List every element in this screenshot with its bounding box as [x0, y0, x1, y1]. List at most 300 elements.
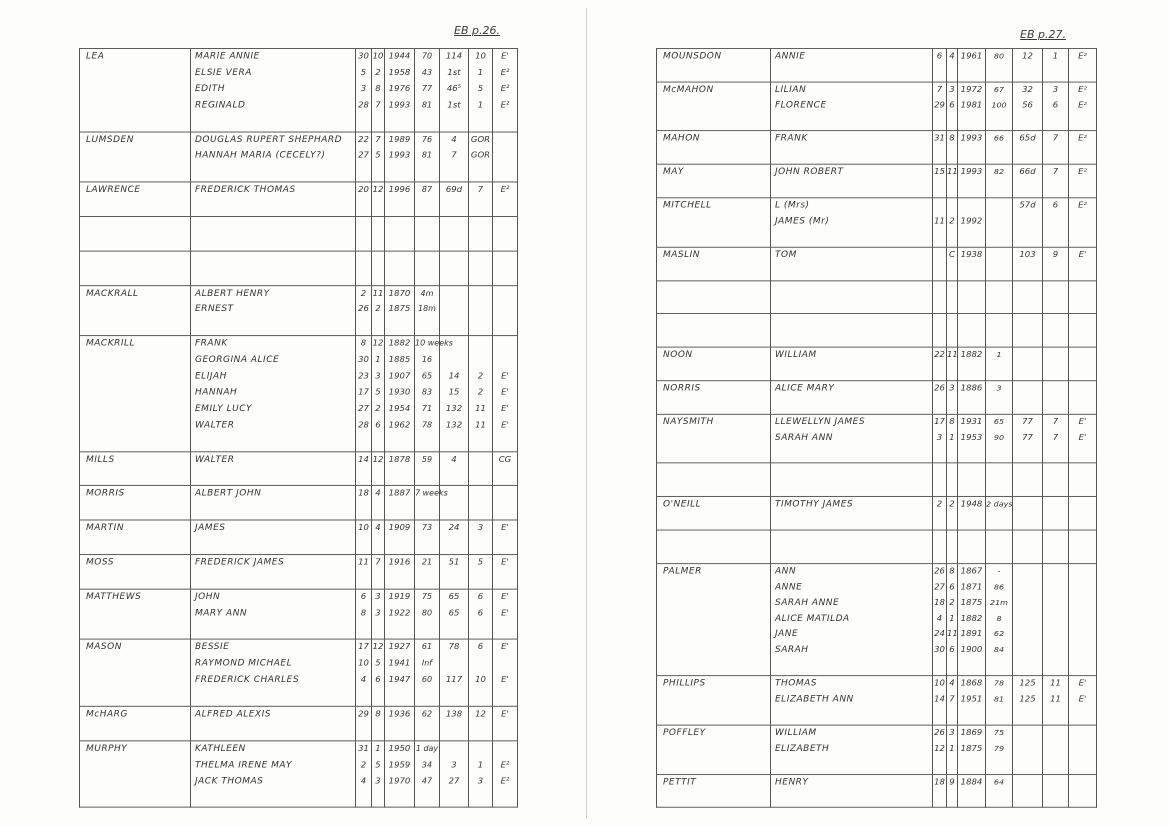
day: 18	[358, 489, 369, 499]
year-cell	[958, 247, 986, 280]
section	[1069, 348, 1096, 364]
surname: NOON	[663, 350, 693, 360]
surname: MAHON	[663, 134, 701, 144]
year-cell	[385, 48, 415, 131]
grave	[1013, 381, 1042, 397]
section-cell	[1069, 82, 1097, 131]
age: 10 weeks	[415, 339, 453, 348]
section-cell	[1069, 280, 1097, 313]
grave: 114	[445, 51, 463, 62]
row	[1043, 741, 1068, 757]
age: 81	[993, 694, 1005, 704]
day-cell	[356, 182, 372, 216]
row: 12	[475, 709, 486, 720]
forenames: MARIE ANNIE	[195, 51, 260, 62]
row: 7	[1052, 134, 1059, 144]
section	[1069, 580, 1096, 596]
day-cell	[933, 774, 947, 807]
section: E'	[501, 642, 509, 653]
forenames-cell	[771, 247, 933, 280]
age	[415, 217, 439, 233]
forenames-cell	[191, 285, 356, 336]
year-cell	[385, 451, 415, 485]
section-cell	[493, 486, 518, 520]
row: 5	[477, 557, 484, 568]
year-cell	[385, 336, 415, 452]
section: E'	[501, 608, 509, 619]
age-cell	[986, 563, 1013, 675]
forenames	[771, 314, 932, 330]
day-cell	[356, 706, 372, 740]
year: 1900	[960, 645, 983, 655]
day: 10	[358, 659, 369, 669]
month: 8	[375, 709, 381, 720]
section-cell	[1069, 414, 1097, 463]
age-cell	[415, 639, 440, 706]
year: 1868	[960, 679, 983, 689]
month-cell	[947, 497, 958, 530]
grave: 77	[1022, 417, 1033, 427]
month-cell	[372, 182, 385, 216]
year-cell	[958, 530, 986, 563]
month: 7	[375, 134, 381, 145]
age: 67	[993, 85, 1005, 94]
day	[933, 314, 946, 330]
row	[469, 656, 492, 672]
grave: 125	[1019, 694, 1036, 705]
age-cell	[986, 82, 1013, 131]
section	[1069, 281, 1096, 297]
grave-cell	[1013, 198, 1043, 247]
year: 1882	[388, 339, 411, 349]
section-cell	[1069, 774, 1097, 807]
year-cell	[385, 486, 415, 520]
day-cell	[933, 563, 947, 675]
year: 1941	[388, 659, 411, 669]
surname: MATTHEWS	[86, 592, 142, 602]
forenames: SARAH	[775, 645, 809, 655]
year-cell	[385, 639, 415, 706]
forenames: ALBERT JOHN	[195, 489, 262, 499]
month: 7	[375, 100, 381, 111]
year-cell	[385, 182, 415, 216]
forenames-cell	[771, 48, 933, 81]
year: 1996	[388, 185, 411, 196]
section	[493, 217, 517, 233]
row-cell	[469, 336, 493, 452]
surname-cell	[657, 131, 771, 164]
forenames: TOM	[775, 250, 797, 260]
year-cell	[958, 347, 986, 380]
forenames: LILIAN	[775, 85, 807, 95]
day: 26	[934, 566, 945, 577]
row: 7	[1052, 417, 1059, 427]
age: 87	[421, 185, 433, 195]
month: 11	[947, 167, 958, 178]
age: 43	[421, 68, 433, 77]
year-cell	[958, 131, 986, 164]
section: E'	[1078, 250, 1087, 260]
section	[1069, 214, 1096, 230]
day-cell	[933, 530, 947, 563]
row-cell	[1043, 774, 1069, 807]
grave	[1013, 643, 1042, 659]
age: 8	[996, 614, 1002, 623]
year	[385, 251, 414, 267]
row	[469, 286, 492, 302]
surname-cell	[80, 132, 191, 183]
row	[1043, 580, 1068, 596]
section-cell	[493, 589, 518, 640]
day: 4	[360, 776, 367, 787]
surname: PHILLIPS	[663, 679, 706, 689]
day-cell	[356, 48, 372, 131]
grave-cell	[1013, 463, 1043, 496]
age: 60	[421, 675, 433, 684]
surname-cell	[657, 725, 771, 774]
day: 3	[360, 84, 367, 94]
age: 81	[421, 151, 433, 160]
section: CG	[498, 454, 512, 465]
month: C	[949, 250, 955, 260]
section-cell	[1069, 347, 1097, 380]
forenames: SARAH ANN	[775, 433, 834, 443]
grave-cell	[440, 132, 469, 183]
grave	[440, 302, 468, 318]
forenames-cell	[191, 520, 356, 554]
forenames: FREDERICK THOMAS	[195, 185, 296, 196]
month-cell	[372, 48, 385, 131]
grave: 66d	[1019, 167, 1036, 178]
forenames: ELIZABETH	[775, 743, 830, 754]
age	[986, 281, 1012, 297]
grave	[1013, 281, 1042, 297]
section: E'	[1078, 417, 1087, 427]
grave: 65	[448, 592, 460, 602]
year: 1989	[388, 134, 411, 145]
forenames-cell	[771, 563, 933, 675]
forenames-cell	[771, 676, 933, 725]
day	[933, 531, 946, 547]
register-entry-group	[80, 741, 518, 808]
age-cell	[415, 520, 440, 554]
grave	[440, 217, 468, 233]
forenames-cell	[771, 381, 933, 414]
row	[1043, 497, 1068, 513]
register-entry-group	[80, 706, 518, 740]
month: 4	[949, 679, 955, 689]
year-cell	[958, 725, 986, 774]
forenames-cell	[191, 639, 356, 706]
forenames-cell	[771, 774, 933, 807]
grave	[1013, 725, 1042, 741]
day: 29	[934, 100, 945, 111]
age: 77	[421, 84, 433, 93]
surname: NAYSMITH	[663, 417, 714, 427]
row: 6	[477, 642, 484, 653]
register-entry-group	[657, 164, 1097, 197]
surname-cell	[80, 555, 191, 589]
row: 3	[477, 523, 484, 534]
month-cell	[372, 486, 385, 520]
grave: 4	[451, 134, 457, 145]
grave-cell	[440, 589, 469, 640]
section: E²	[1078, 167, 1087, 178]
forenames: ELSIE VERA	[195, 68, 252, 78]
section-cell	[493, 520, 518, 554]
year: 1875	[388, 304, 411, 315]
register-entry-group	[657, 347, 1097, 380]
forenames: THOMAS	[775, 679, 817, 689]
row-cell	[1043, 131, 1069, 164]
day: 17	[358, 387, 369, 398]
grave-cell	[440, 285, 469, 336]
grave-cell	[1013, 725, 1043, 774]
forenames: HANNAH	[195, 387, 238, 398]
month-cell	[947, 530, 958, 563]
age: 86	[993, 582, 1005, 591]
surname: MOSS	[86, 557, 114, 568]
age-cell	[415, 451, 440, 485]
section-cell	[1069, 198, 1097, 247]
section	[493, 302, 517, 318]
forenames: L (Mrs)	[775, 201, 810, 211]
section-cell	[1069, 48, 1097, 81]
section: E'	[501, 523, 509, 534]
forenames-cell	[191, 48, 356, 131]
age-cell	[986, 314, 1013, 347]
surname: MORRIS	[86, 489, 125, 499]
row: 1	[477, 760, 484, 770]
grave: 77	[1022, 433, 1033, 443]
month-cell	[947, 314, 958, 347]
month: 3	[375, 592, 381, 602]
age: 3	[996, 383, 1002, 393]
grave: 32	[1022, 85, 1033, 95]
grave: 3	[451, 760, 457, 770]
grave-cell	[1013, 774, 1043, 807]
row-cell	[1043, 676, 1069, 725]
day: 22	[358, 134, 369, 145]
register-entry-group	[657, 314, 1097, 347]
forenames-cell	[771, 280, 933, 313]
age	[986, 248, 1012, 264]
section	[493, 132, 517, 148]
surname	[657, 314, 770, 330]
register-entry-group	[657, 198, 1097, 247]
age-cell	[415, 336, 453, 452]
surname-cell	[657, 414, 771, 463]
forenames	[191, 251, 355, 267]
day: 17	[934, 417, 945, 427]
surname-cell	[657, 82, 771, 131]
month: 4	[375, 523, 381, 534]
row-cell	[1043, 48, 1069, 81]
day: 26	[358, 304, 369, 315]
year: 1907	[388, 371, 411, 382]
forenames: SARAH ANNE	[775, 598, 840, 608]
register-entry-group	[657, 247, 1097, 280]
forenames: FRANK	[195, 339, 228, 349]
forenames: BESSIE	[195, 642, 230, 653]
month-cell	[372, 285, 385, 336]
section	[493, 286, 517, 302]
year: 1919	[388, 592, 411, 602]
forenames-cell	[191, 589, 356, 640]
forenames: ERNEST	[195, 304, 234, 315]
month: 8	[949, 566, 955, 577]
surname: MARTIN	[86, 523, 125, 534]
day: 7	[936, 85, 943, 95]
forenames: FRANK	[775, 134, 808, 144]
year	[958, 314, 985, 330]
surname: McHARG	[86, 709, 128, 720]
row: 6	[477, 592, 484, 602]
row: 2	[477, 387, 484, 398]
section-cell	[493, 217, 518, 251]
month: 1	[949, 614, 955, 624]
day-cell	[356, 741, 372, 808]
age: 82	[993, 167, 1005, 177]
register-entry-group	[80, 251, 518, 285]
day: 4	[936, 614, 943, 624]
surname	[657, 464, 770, 480]
section-cell	[1069, 463, 1097, 496]
year: 1909	[388, 523, 411, 534]
grave-cell	[1013, 48, 1043, 81]
age: 75	[421, 592, 433, 601]
year: 1916	[388, 557, 411, 568]
grave	[1013, 314, 1042, 330]
surname-cell	[657, 530, 771, 563]
row	[1043, 627, 1068, 643]
year-cell	[958, 676, 986, 725]
year: 1930	[388, 387, 411, 398]
day-cell	[933, 247, 947, 280]
row	[1043, 775, 1068, 791]
day-cell	[933, 463, 947, 496]
section: E²	[1078, 201, 1087, 211]
day: 27	[358, 404, 369, 414]
grave: 103	[1019, 250, 1036, 260]
month: 12	[372, 185, 384, 196]
month-cell	[947, 725, 958, 774]
row: 1	[477, 100, 484, 111]
year-cell	[385, 251, 415, 285]
age: 21	[421, 557, 433, 567]
row: 7	[1052, 433, 1059, 443]
row	[469, 217, 492, 233]
day: 26	[934, 728, 945, 738]
forenames: JOHN	[195, 592, 221, 602]
surname-cell	[80, 520, 191, 554]
month: 12	[372, 642, 384, 653]
section-cell	[493, 555, 518, 589]
age-cell	[986, 198, 1013, 247]
grave-cell	[1013, 314, 1043, 347]
grave	[1013, 741, 1042, 757]
register-entry-group	[657, 676, 1097, 725]
section	[1069, 595, 1096, 611]
day: 27	[934, 582, 945, 592]
grave: 57d	[1019, 201, 1036, 211]
day-cell	[356, 251, 372, 285]
grave: 65	[448, 608, 460, 619]
day	[356, 251, 371, 267]
section-cell	[493, 741, 518, 808]
month-cell	[947, 381, 958, 414]
year-cell	[958, 82, 986, 131]
register-entry-group	[80, 132, 518, 183]
year	[958, 198, 985, 214]
forenames	[771, 281, 932, 297]
row: 5	[477, 84, 484, 94]
register-entry-group	[80, 589, 518, 640]
surname-cell	[657, 164, 771, 197]
section: E²	[500, 185, 510, 196]
row-cell	[1043, 280, 1069, 313]
surname: MAY	[663, 167, 684, 178]
forenames: LLEWELLYN JAMES	[775, 417, 866, 427]
register-entry-group	[80, 486, 518, 520]
register-entry-group	[80, 555, 518, 589]
section: E'	[1078, 694, 1087, 705]
burial-register-right-page	[656, 48, 1097, 808]
row	[469, 302, 492, 318]
row-cell	[1043, 347, 1069, 380]
month	[947, 531, 957, 547]
age-cell	[415, 285, 440, 336]
age: 78	[993, 679, 1005, 688]
year-cell	[958, 198, 986, 247]
row-cell	[469, 520, 493, 554]
month: 2	[375, 304, 381, 315]
forenames: JAMES (Mr)	[775, 216, 830, 227]
forenames-cell	[191, 217, 356, 251]
day-cell	[933, 164, 947, 197]
section-cell	[1069, 314, 1097, 347]
section	[1069, 564, 1096, 580]
year: 1993	[388, 151, 411, 161]
section-cell	[493, 451, 518, 485]
age-cell	[986, 381, 1013, 414]
register-entry-group	[80, 285, 518, 336]
grave	[1013, 580, 1042, 596]
grave: 117	[445, 675, 463, 685]
month	[947, 314, 957, 330]
day: 23	[358, 371, 369, 382]
year-cell	[385, 217, 415, 251]
day-cell	[356, 217, 372, 251]
section: E²	[1078, 51, 1087, 62]
month: 6	[949, 645, 955, 655]
age-cell	[415, 555, 440, 589]
row-cell	[469, 741, 493, 808]
day: 18	[934, 777, 945, 787]
month: 2	[949, 598, 955, 608]
day-cell	[356, 486, 372, 520]
month: 2	[949, 216, 955, 227]
row-cell	[469, 182, 493, 216]
forenames: ANN	[775, 566, 797, 577]
grave-cell	[440, 336, 469, 452]
month	[372, 251, 384, 267]
register-entry-group	[657, 280, 1097, 313]
grave: 7	[451, 151, 457, 161]
year-cell	[385, 132, 415, 183]
day: 24	[934, 629, 945, 640]
register-entry-group	[657, 530, 1097, 563]
